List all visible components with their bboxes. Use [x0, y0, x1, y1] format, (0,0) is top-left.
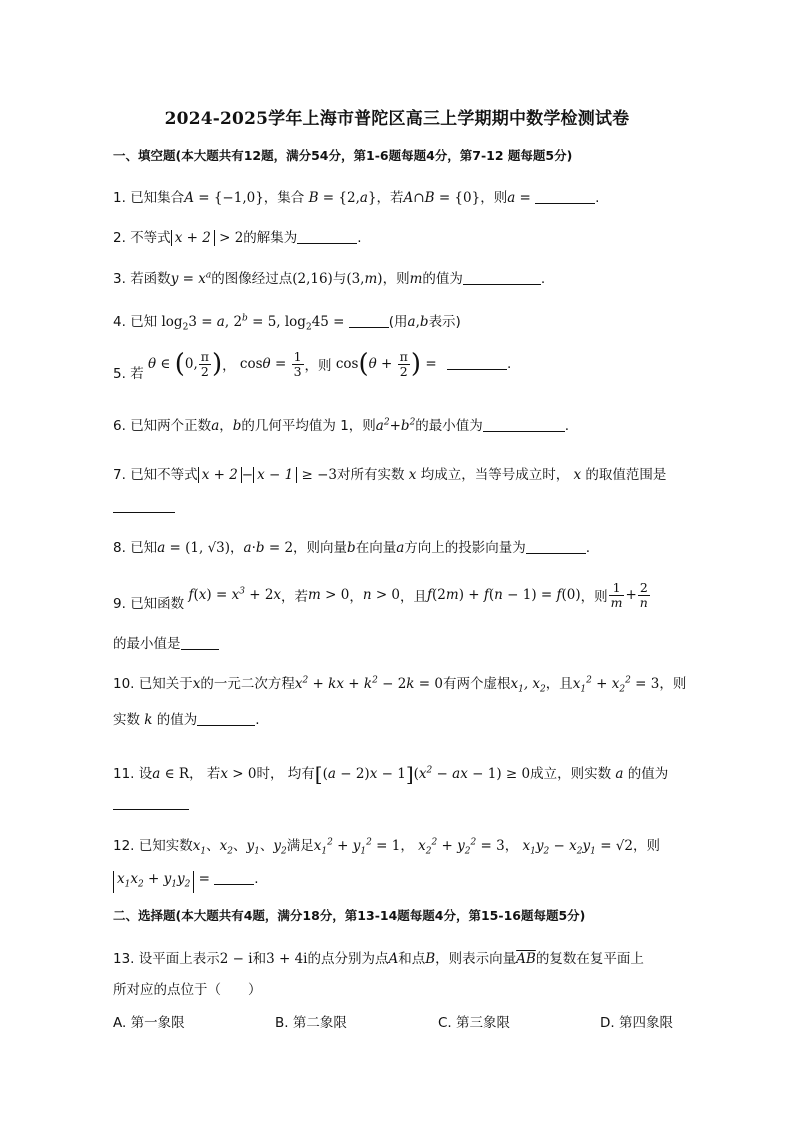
option-a[interactable]: A. 第一象限 [113, 1015, 185, 1031]
answer-blank[interactable] [483, 417, 565, 432]
answer-blank[interactable] [297, 229, 357, 244]
question-11: 11. 设a ∈ R， 若x > 0时， 均有$[(a - 2)x - 1](x^2$ − ax − 1) ≥ 0成立，则实数 a 的值为 [113, 762, 669, 786]
fraction: $\frac{2}{n}$ [639, 579, 648, 610]
section-2-heading: 二、选择题(本大题共有4题，满分18分，第13-14题每题4分，第15-16题每题5分) [113, 908, 586, 923]
answer-blank[interactable] [447, 355, 507, 370]
answer-blank[interactable] [181, 635, 219, 650]
question-9-continued: 的最小值是 [113, 632, 219, 652]
math-expr: A [184, 190, 194, 206]
answer-blank[interactable] [349, 313, 389, 328]
answer-blank[interactable] [463, 270, 541, 285]
question-3: 3. 若函数$y = x^a$的图像经过点(2,16)与(3,m)，则m的值为 . [113, 270, 546, 287]
exam-title: 2024-2025学年上海市普陀区高三上学期期中数学检测试卷 [164, 109, 630, 129]
option-d[interactable]: D. 第四象限 [600, 1015, 673, 1031]
question-5: 5. 若 θ ∈ (0, $\frac{\pi}{2}$ )， cosθ = $\frac{1}{3}$ ，则 cos(θ + $\frac{\pi}{2}$ ) = . [113, 348, 512, 382]
fraction: $\frac{1}{3}$ [293, 348, 302, 379]
question-11-blank-line [113, 795, 189, 812]
question-8: 8. 已知a = (1, √3)，a·b = 2，则向量b在向量a方向上的投影向量为 . [113, 540, 591, 556]
answer-blank[interactable] [214, 870, 254, 885]
answer-blank[interactable] [113, 498, 175, 513]
question-4: 4. 已知 $\log_23 = a$, $2^b = 5$, $\log_245$ = (用a,b表示) [113, 313, 461, 333]
question-10: 10. 已知关于x的一元二次方程$x^2$ + kx + $k^2 - 2k = 0$有两个虚根$x_1$, $x_2$，且$x_1^2 + x_2^2 = 3$，则 [113, 675, 687, 695]
question-1: 1. 已知集合A = {−1,0}，集合 B = {2,a}，若A∩B = {0}，则a = . [113, 190, 600, 206]
option-c[interactable]: C. 第三象限 [438, 1015, 511, 1031]
question-13: 13. 设平面上表示2 − i和3 + 4i的点分别为点A和点B，则表示向量$\overline{AB}$的复数在复平面上 [113, 951, 644, 967]
question-2: 2. 不等式 x + 2 > 2的解集为 . [113, 230, 362, 246]
section-1-heading: 一、填空题(本大题共有12题，满分54分，第1-6题每题4分，第7-12 题每题5分) [113, 148, 573, 163]
fraction: $\frac{\pi}{2}$ [200, 348, 209, 379]
answer-blank[interactable] [535, 189, 595, 204]
question-12: 12. 已知实数$x_1$、$x_2$、$y_1$、$y_2$满足$x_1^2 + y_1^2 = 1$， $x_2^2 + y_2^2 = 3$， $x_1y_2 - x_2y_1 = √2$，则 [113, 837, 660, 857]
fraction: $\frac{\pi}{2}$ [399, 348, 408, 379]
question-13-continued: 所对应的点位于（ ） [113, 982, 262, 998]
question-6: 6. 已知两个正数a，b的几何平均值为 1，则$a^2+b^2$的最小值为 . [113, 417, 570, 434]
answer-blank[interactable] [113, 795, 189, 810]
question-9: 9. 已知函数 $f(x) = x^3 + 2x$，若m > 0，n > 0，且f(2m) + f(n − 1) = f(0)，则 $\frac{1}{m}$ + $\frac{2}{n}$ [113, 579, 648, 612]
question-7: 7. 已知不等式 x + 2 − x − 1 ≥ −3对所有实数 x 均成立，当等号成立时， x 的取值范围是 [113, 467, 667, 483]
question-7-blank-line [113, 498, 175, 515]
question-10-continued: 实数 k 的值为 . [113, 712, 260, 728]
answer-blank[interactable] [526, 539, 586, 554]
answer-blank[interactable] [197, 711, 255, 726]
question-12-continued: $x_1x_2 + y_1y_2$ = . [113, 870, 259, 893]
option-b[interactable]: B. 第二象限 [275, 1015, 347, 1031]
fraction: $\frac{1}{m}$ [610, 579, 623, 610]
